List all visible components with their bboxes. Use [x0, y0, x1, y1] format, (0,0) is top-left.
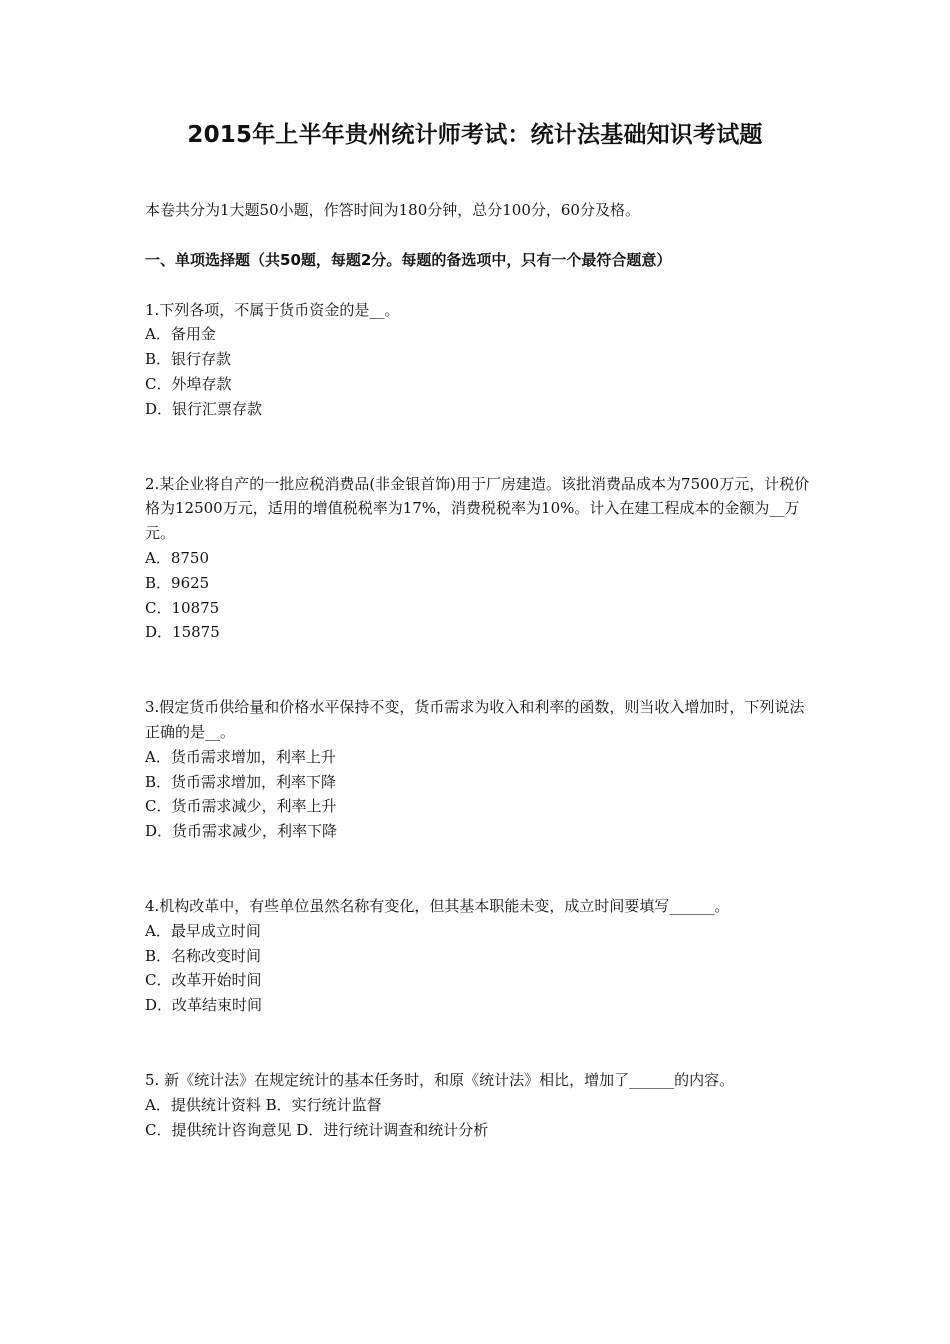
option-b: B．9625	[145, 573, 210, 592]
option-line-cd: C．提供统计咨询意见 D．进行统计调查和统计分析	[145, 1120, 489, 1139]
document-body	[145, 198, 815, 1142]
option-b: B．名称改变时间	[145, 946, 262, 965]
option-c: C．外埠存款	[145, 374, 232, 393]
question-1	[145, 298, 815, 422]
option-a: A．货币需求增加，利率上升	[145, 747, 336, 766]
exam-intro: 本卷共分为1大题50小题，作答时间为180分钟，总分100分，60分及格。	[145, 201, 640, 219]
option-a: A．备用金	[145, 325, 216, 344]
option-d: D．货币需求减少，利率下降	[145, 822, 338, 841]
question-5	[145, 1068, 815, 1142]
option-a: A．8750	[145, 548, 210, 567]
option-a: A．最早成立时间	[145, 921, 261, 940]
option-c: C．10875	[145, 598, 220, 617]
question-stem: 4.机构改革中，有些单位虽然名称有变化，但其基本职能未变，成立时间要填写______。	[145, 896, 730, 915]
question-3	[145, 695, 815, 844]
option-b: B．货币需求增加，利率下降	[145, 772, 337, 791]
question-2	[145, 472, 815, 646]
document-title: 2015年上半年贵州统计师考试：统计法基础知识考试题	[187, 122, 763, 148]
option-line-ab: A．提供统计资料 B．实行统计监督	[145, 1095, 382, 1114]
option-c: C．改革开始时间	[145, 971, 262, 990]
option-d: D．15875	[145, 623, 220, 642]
question-4	[145, 894, 815, 1018]
question-stem: 2.某企业将自产的一批应税消费品(非金银首饰)用于厂房建造。该批消费品成本为7500万元，计税价格为12500万元，适用的增值税税率为17%，消费税税率为10%。计入在建工程成本的金额为__万元。	[145, 474, 810, 543]
option-d: D．银行汇票存款	[145, 399, 263, 418]
section-heading: 一、单项选择题（共50题，每题2分。每题的备选项中，只有一个最符合题意）	[145, 250, 672, 269]
option-c: C．货币需求减少，利率上升	[145, 797, 337, 816]
question-stem: 3.假定货币供给量和价格水平保持不变，货币需求为收入和利率的函数，则当收入增加时，下列说法正确的是__。	[145, 698, 805, 741]
question-stem: 1.下列各项，不属于货币资金的是__。	[145, 300, 400, 319]
option-d: D．改革结束时间	[145, 996, 263, 1015]
option-b: B．银行存款	[145, 350, 232, 369]
question-stem: 5. 新《统计法》在规定统计的基本任务时，和原《统计法》相比，增加了______的内容。	[145, 1070, 735, 1089]
